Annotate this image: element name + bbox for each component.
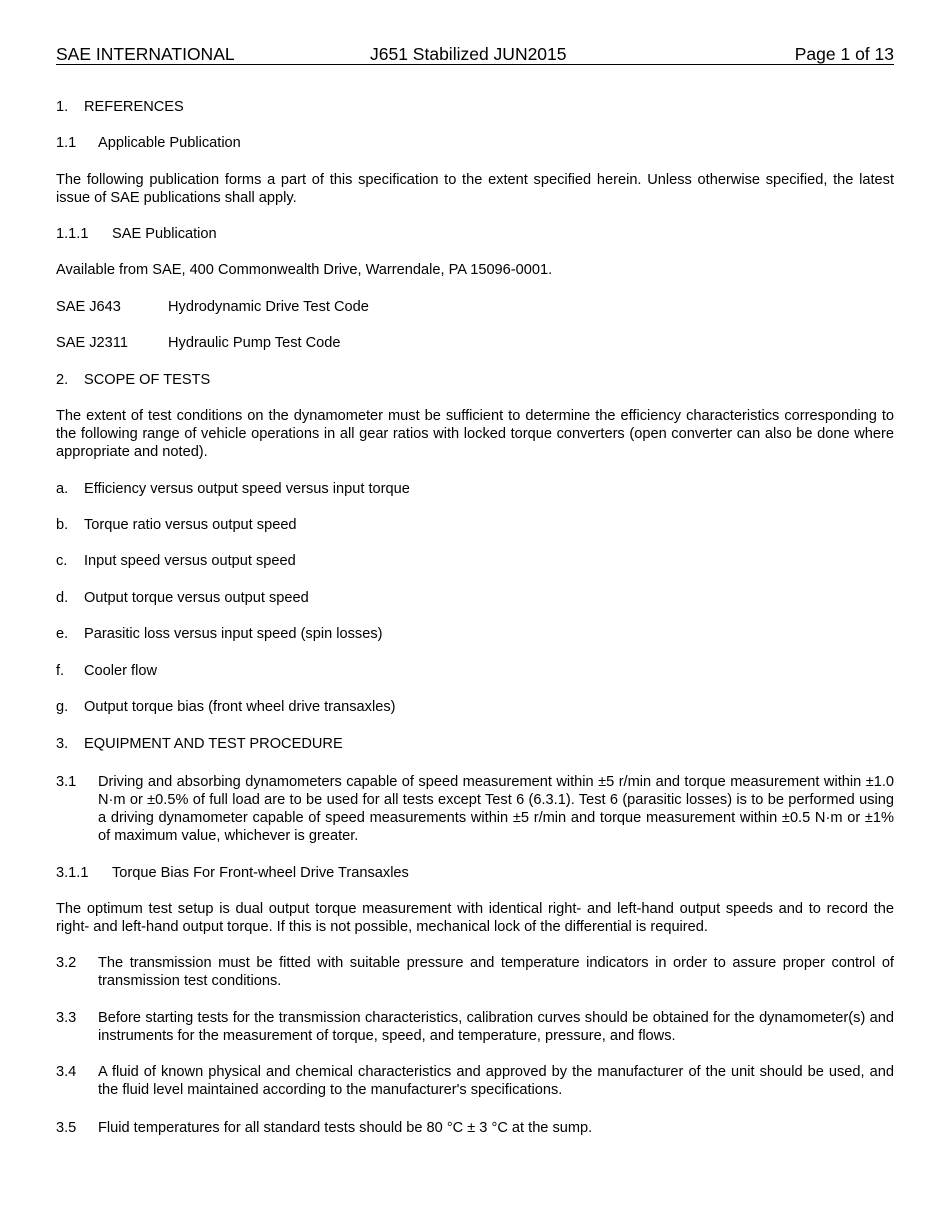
list-letter: f.: [56, 663, 65, 679]
section-heading-references: [56, 98, 894, 116]
section-title: SCOPE OF TESTS: [84, 372, 211, 388]
paragraph-torque-bias: The optimum test setup is dual output torque measurement with identical right- and left-hand output speeds and to record the right- and left-hand output torque. If this is not possible, mechanical lock of the differential is required.: [56, 901, 894, 935]
list-item: [56, 516, 894, 534]
subsection-title: Applicable Publication: [98, 135, 241, 151]
list-item: [56, 552, 894, 570]
list-text: Parasitic loss versus input speed (spin losses): [84, 626, 383, 642]
list-letter: d.: [56, 590, 69, 606]
subsection-number: 1.1.1: [56, 226, 89, 242]
list-item: [56, 480, 894, 498]
reference-title: Hydrodynamic Drive Test Code: [168, 299, 369, 315]
reference-title: Hydraulic Pump Test Code: [168, 335, 341, 351]
paragraph-number: 3.5: [56, 1120, 77, 1136]
list-text: Output torque bias (front wheel drive transaxles): [84, 699, 396, 715]
numbered-paragraph-3-1: [56, 773, 894, 845]
list-item: [56, 662, 894, 680]
paragraph-available-from: Available from SAE, 400 Commonwealth Drive, Warrendale, PA 15096-0001.: [56, 262, 553, 278]
reference-code: SAE J2311: [56, 335, 128, 351]
list-letter: b.: [56, 517, 69, 533]
section-number: 1.: [56, 99, 69, 115]
paragraph-number: 3.3: [56, 1010, 77, 1026]
reference-code: SAE J643: [56, 299, 121, 315]
list-item: [56, 589, 894, 607]
numbered-paragraph-3-2: [56, 954, 894, 990]
paragraph-number: 3.1: [56, 774, 77, 790]
paragraph-text: Before starting tests for the transmission characteristics, calibration curves should be obtained for the dynamometer(s) and instruments for the measurement of torque, speed, and temperature, pressure, and flows.: [98, 1010, 894, 1044]
header-page-number: Page 1 of 13: [794, 44, 894, 64]
paragraph-text: Driving and absorbing dynamometers capable of speed measurement within ±5 r/min and torque measurement within ±1.0 N·m or ±0.5% of full load are to be used for all tests except Test 6 (6.3.1). Test 6 (parasitic losses) is to be performed using a driving dynamometer capable of speed measurements within ±5 r/min and torque measurement within ±0.5 N·m or ±1% of maximum value, whichever is greater.: [98, 774, 894, 844]
list-text: Cooler flow: [84, 663, 157, 679]
paragraph-scope-intro: The extent of test conditions on the dynamometer must be sufficient to determine the efficiency characteristics corresponding to the following range of vehicle operations in all gear ratios with locked torque converters (open converter can also be done where appropriate and noted).: [56, 408, 894, 460]
list-item: [56, 698, 894, 716]
section-heading-scope: [56, 371, 894, 389]
list-letter: g.: [56, 699, 69, 715]
list-text: Efficiency versus output speed versus input torque: [84, 481, 410, 497]
paragraph-text: A fluid of known physical and chemical characteristics and approved by the manufacturer of the unit should be used, and the fluid level maintained according to the manufacturer's specifications.: [98, 1064, 894, 1098]
section-number: 2.: [56, 372, 69, 388]
subsection-heading-applicable-publication: [56, 134, 894, 152]
subsection-number: 3.1.1: [56, 865, 89, 881]
section-heading-equipment: [56, 735, 894, 753]
paragraph-applicable-publication: The following publication forms a part of this specification to the extent specified herein. Unless otherwise specified, the latest issue of SAE publications shall apply.: [56, 172, 894, 206]
paragraph-number: 3.2: [56, 955, 77, 971]
subsection-heading-torque-bias: [56, 864, 894, 882]
list-letter: e.: [56, 626, 69, 642]
section-number: 3.: [56, 736, 69, 752]
numbered-paragraph-3-5: [56, 1119, 894, 1137]
subsection-title: Torque Bias For Front-wheel Drive Transaxles: [112, 865, 409, 881]
section-title: EQUIPMENT AND TEST PROCEDURE: [84, 736, 343, 752]
list-item: [56, 625, 894, 643]
section-title: REFERENCES: [84, 99, 184, 115]
numbered-paragraph-3-3: [56, 1009, 894, 1045]
paragraph-text: Fluid temperatures for all standard tests should be 80 °C ± 3 °C at the sump.: [98, 1120, 593, 1136]
paragraph-number: 3.4: [56, 1064, 77, 1080]
list-text: Output torque versus output speed: [84, 590, 309, 606]
numbered-paragraph-3-4: [56, 1063, 894, 1099]
reference-entry: [56, 298, 894, 316]
list-letter: c.: [56, 553, 68, 569]
subsection-number: 1.1: [56, 135, 77, 151]
list-text: Input speed versus output speed: [84, 553, 296, 569]
subsection-heading-sae-publication: [56, 225, 894, 243]
paragraph-text: The transmission must be fitted with suitable pressure and temperature indicators in order to assure proper control of transmission test conditions.: [98, 955, 894, 989]
subsection-title: SAE Publication: [112, 226, 217, 242]
list-letter: a.: [56, 481, 69, 497]
reference-entry: [56, 334, 894, 352]
page-header: [56, 44, 894, 65]
list-text: Torque ratio versus output speed: [84, 517, 297, 533]
header-organization: SAE INTERNATIONAL: [56, 44, 235, 64]
header-document-id: J651 Stabilized JUN2015: [370, 44, 567, 64]
